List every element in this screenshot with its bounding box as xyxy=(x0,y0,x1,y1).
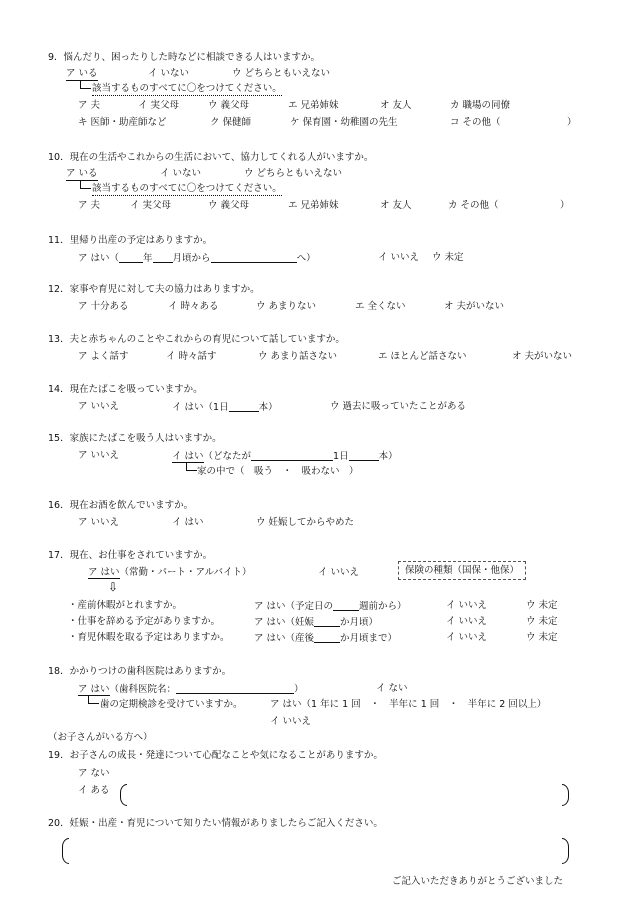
q11-option-u[interactable]: ウ 未定 xyxy=(432,252,464,263)
q20-left-bracket xyxy=(62,838,69,864)
q10-opt-o[interactable]: オ 友人 xyxy=(380,200,412,211)
q18-title: 18．かかりつけの歯科医院はありますか。 xyxy=(48,666,232,677)
q10-note: 該当するものすべてに〇をつけてください。 xyxy=(92,183,282,194)
q14-option-a[interactable]: ア いいえ xyxy=(78,401,120,412)
q15-i-end: 本） xyxy=(378,451,398,462)
q17-r3-a-end: か月頃まで） xyxy=(340,633,398,644)
q9-opt-ke[interactable]: ケ 保育園・幼稚園の先生 xyxy=(290,117,398,128)
q18-option-i[interactable]: イ ない xyxy=(376,683,408,694)
q14-option-u[interactable]: ウ 過去に吸っていたことがある xyxy=(330,401,467,412)
q18-clinic-blank[interactable] xyxy=(176,683,294,694)
q9-opt-o[interactable]: オ 友人 xyxy=(380,100,412,111)
q9-title: 9．悩んだり、困ったりした時などに相談できる人はいますか。 xyxy=(48,52,321,63)
q15-title: 15．家族にたばこを吸う人はいますか。 xyxy=(48,433,222,444)
q20-free-text-area[interactable] xyxy=(70,838,560,862)
q15-i-label: イ はい xyxy=(172,451,204,462)
q18-option-a[interactable] xyxy=(78,683,304,696)
q13-option-e[interactable]: エ ほとんど話さない xyxy=(378,351,467,362)
q9-opt-ko[interactable]: コ その他（ xyxy=(450,117,501,128)
q17-r1-label: ・産前休暇がとれますか。 xyxy=(68,600,183,611)
q14-title: 14．現在たばこを吸っていますか。 xyxy=(48,384,203,395)
q9-branch-arrow xyxy=(80,80,91,89)
q11-a-label: ア はい（ xyxy=(78,253,120,264)
q11-option-i[interactable]: イ いいえ xyxy=(378,252,420,263)
q10-option-i[interactable]: イ いない xyxy=(160,168,202,179)
q13-option-i[interactable]: イ 時々話す xyxy=(166,351,217,362)
q16-title: 16．現在お酒を飲んでいますか。 xyxy=(48,500,194,511)
q12-option-u[interactable]: ウ あまりない xyxy=(256,301,317,312)
down-arrow-icon: ⇩ xyxy=(108,580,119,594)
q17-r3-a-label: ア はい（産後 xyxy=(254,633,315,644)
q9-option-a[interactable]: ア いる xyxy=(66,68,98,79)
q16-option-a[interactable]: ア いいえ xyxy=(78,517,120,528)
q10-opt-u[interactable]: ウ 義父母 xyxy=(208,200,250,211)
q10-opt-e[interactable]: エ 兄弟姉妹 xyxy=(288,200,339,211)
q17-r2-a-label: ア はい（妊娠 xyxy=(254,617,315,628)
q9-option-u[interactable]: ウ どちらともいえない xyxy=(232,68,331,79)
q18-sub-question: 歯の定期検診を受けていますか。 xyxy=(100,699,243,710)
q15-count-blank[interactable] xyxy=(349,450,379,461)
q19-title: 19．お子さんの成長・発達について心配なことや気になることがありますか。 xyxy=(48,750,383,761)
q13-option-a[interactable]: ア よく話す xyxy=(78,351,129,362)
q17-title: 17．現在、お仕事をされていますか。 xyxy=(48,550,213,561)
q17-r1-option-a[interactable] xyxy=(254,600,407,613)
q17-r3-option-u[interactable]: ウ 未定 xyxy=(526,632,558,643)
q11-title: 11．里帰り出産の予定はありますか。 xyxy=(48,235,213,246)
q10-opt-a[interactable]: ア 夫 xyxy=(78,200,101,211)
q10-option-u[interactable]: ウ どちらともいえない xyxy=(244,168,343,179)
q15-sub[interactable]: 家の中で（ 吸う ・ 吸わない ） xyxy=(197,466,359,477)
q9-option-i[interactable]: イ いない xyxy=(148,68,190,79)
q19-left-bracket xyxy=(120,784,127,806)
q18-a-rest: （歯科医院名： xyxy=(109,684,177,695)
q10-opt-ka-end: ） xyxy=(560,200,570,211)
q14-option-i[interactable] xyxy=(172,401,278,414)
q17-option-a[interactable] xyxy=(88,567,252,579)
q18-branch-arrow xyxy=(88,695,99,704)
q17-r3-option-a[interactable] xyxy=(254,632,397,645)
q17-a-label: ア はい xyxy=(88,567,120,578)
q18-a-end: ） xyxy=(294,684,304,695)
q19-option-a[interactable]: ア ない xyxy=(78,768,110,779)
q17-r3-label: ・育児休暇を取る予定はありますか。 xyxy=(68,632,230,643)
q9-opt-ka[interactable]: カ 職場の同僚 xyxy=(450,100,511,111)
q20-title: 20．妊娠・出産・育児について知りたい情報がありましたらご記入ください。 xyxy=(48,818,383,829)
q19-free-text-area[interactable] xyxy=(128,784,560,804)
q15-option-i[interactable] xyxy=(172,450,398,463)
q9-opt-u[interactable]: ウ 義父母 xyxy=(208,100,250,111)
q12-option-o[interactable]: オ 夫がいない xyxy=(444,301,505,312)
q17-r1-a-end: 週前から） xyxy=(359,601,407,612)
q9-opt-e[interactable]: エ 兄弟姉妹 xyxy=(288,100,339,111)
q14-i-end: 本） xyxy=(258,402,278,413)
q15-branch-arrow xyxy=(186,462,197,471)
q10-opt-i[interactable]: イ 実父母 xyxy=(130,200,172,211)
q10-option-a[interactable]: ア いる xyxy=(66,168,98,179)
insurance-type-box[interactable]: 保険の種類（国保・他保） xyxy=(398,561,526,580)
q17-r3-option-i[interactable]: イ いいえ xyxy=(446,632,488,643)
q17-option-i[interactable]: イ いいえ xyxy=(318,567,360,578)
q15-option-a[interactable]: ア いいえ xyxy=(78,450,120,461)
q13-option-o[interactable]: オ 夫がいない xyxy=(512,351,573,362)
q20-right-bracket xyxy=(562,838,569,864)
q16-option-i[interactable]: イ はい xyxy=(172,517,204,528)
q17-r1-option-u[interactable]: ウ 未定 xyxy=(526,600,558,611)
q11-year-blank[interactable] xyxy=(119,252,143,263)
q17-r2-option-i[interactable]: イ いいえ xyxy=(446,616,488,627)
q14-i-label: イ はい（1日 xyxy=(172,402,229,413)
q13-option-u[interactable]: ウ あまり話さない xyxy=(258,351,338,362)
q12-option-a[interactable]: ア 十分ある xyxy=(78,301,129,312)
q11-option-a[interactable] xyxy=(78,252,316,265)
children-section-header: （お子さんがいる方へ） xyxy=(48,732,153,743)
q12-title: 12．家事や育児に対して夫の協力はありますか。 xyxy=(48,284,260,295)
q9-opt-a[interactable]: ア 夫 xyxy=(78,100,101,111)
q15-i-day: 1日 xyxy=(333,451,349,462)
q10-opt-ka[interactable]: カ その他（ xyxy=(448,200,499,211)
q15-who-blank[interactable] xyxy=(251,450,333,461)
q9-opt-ki[interactable]: キ 医師・助産師など xyxy=(78,117,167,128)
q15-i-who: （どなたが xyxy=(203,451,252,462)
q11-year-label: 年 xyxy=(143,253,153,264)
q17-r1-option-i[interactable]: イ いいえ xyxy=(446,600,488,611)
q17-r3-months-blank[interactable] xyxy=(314,632,340,643)
q17-r1-a-label: ア はい（予定日の xyxy=(254,601,334,612)
thank-you-footer: ご記入いただきありがとうございました xyxy=(392,876,564,887)
q12-option-i[interactable]: イ 時々ある xyxy=(168,301,219,312)
q9-opt-ku[interactable]: ク 保健師 xyxy=(210,117,252,128)
q17-r2-option-u[interactable]: ウ 未定 xyxy=(526,616,558,627)
q19-right-bracket xyxy=(562,784,569,806)
q10-title: 10．現在の生活やこれからの生活において、協力してくれる人がいますか。 xyxy=(48,152,374,163)
q18-sub-option-a[interactable]: ア はい（1 年に 1 回 ・ 半年に 1 回 ・ 半年に 2 回以上） xyxy=(270,699,547,710)
q17-r2-months-blank[interactable] xyxy=(314,616,340,627)
q12-option-e[interactable]: エ 全くない xyxy=(355,301,406,312)
q17-r2-a-end: か月頃） xyxy=(340,617,379,628)
q11-month-blank[interactable] xyxy=(153,252,173,263)
q14-count-blank[interactable] xyxy=(229,401,259,412)
q13-title: 13．夫と赤ちゃんのことやこれからの育児について話していますか。 xyxy=(48,334,345,345)
q9-opt-ko-end: ） xyxy=(567,117,577,128)
q11-place-blank[interactable] xyxy=(211,252,297,263)
q17-a-rest: （常勤・パート・アルバイト） xyxy=(119,567,252,578)
q17-r2-option-a[interactable] xyxy=(254,616,378,629)
q16-option-u[interactable]: ウ 妊娠してからやめた xyxy=(256,517,355,528)
q11-to-label: へ） xyxy=(296,253,316,264)
q17-r1-weeks-blank[interactable] xyxy=(333,600,359,611)
q9-opt-i[interactable]: イ 実父母 xyxy=(138,100,180,111)
q9-note: 該当するものすべてに〇をつけてください。 xyxy=(92,83,282,94)
q18-sub-option-i[interactable]: イ いいえ xyxy=(270,716,312,727)
q18-a-label: ア はい xyxy=(78,684,110,695)
q17-r2-label: ・仕事を辞める予定がありますか。 xyxy=(68,616,221,627)
q19-option-i[interactable]: イ ある xyxy=(78,785,110,796)
q10-branch-arrow xyxy=(80,180,91,189)
q11-month-label: 月頃から xyxy=(172,253,211,264)
